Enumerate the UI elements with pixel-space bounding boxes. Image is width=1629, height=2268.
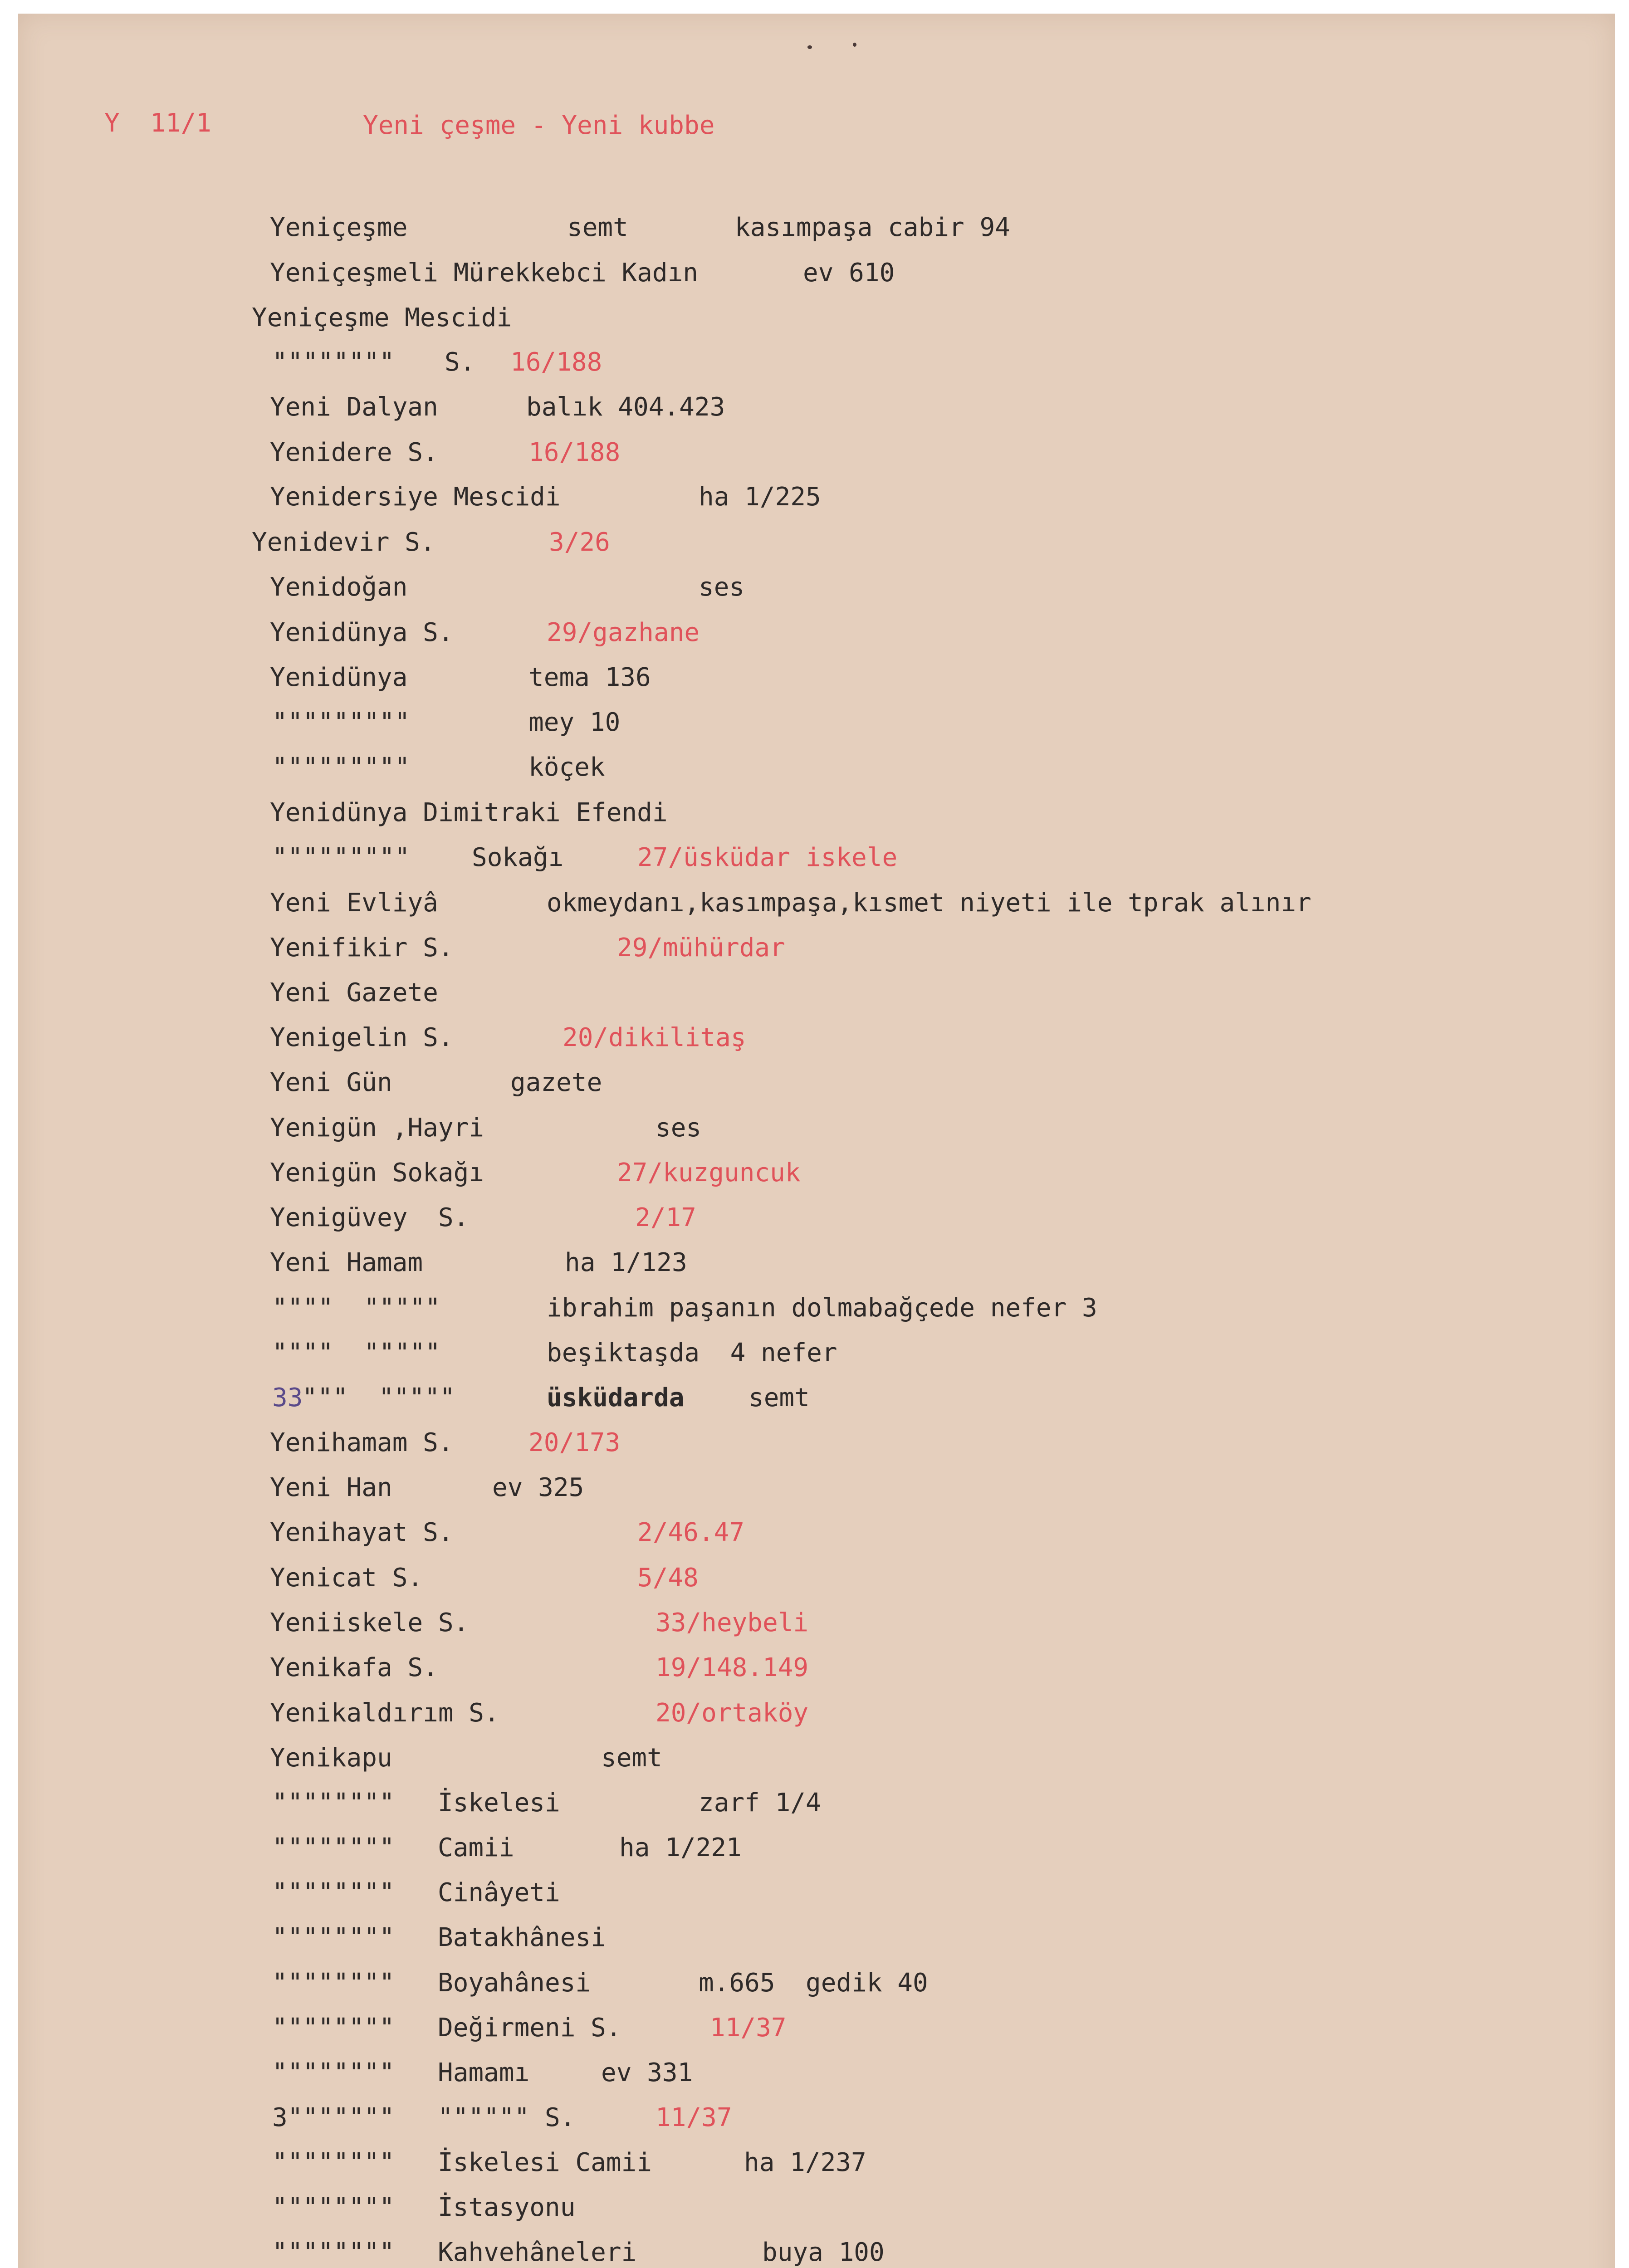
ditto-marks: """""""" <box>272 347 395 377</box>
entry-type: S. <box>445 347 475 377</box>
ditto-marks: """""""" <box>272 2058 395 2087</box>
entry-name: Yenihayat S. <box>270 1518 454 1547</box>
entry-name: Yenidere S. <box>270 438 438 467</box>
entry-subname: Hamamı <box>438 2058 530 2087</box>
ditto-marks: """""""" <box>272 2013 395 2043</box>
entry-source: ha 1/237 <box>744 2148 866 2177</box>
entry-reference: 19/148.149 <box>656 1653 809 1682</box>
entry-source: ev 610 <box>803 258 895 288</box>
entry-type: ses <box>656 1113 702 1143</box>
entry-name: Yenicat S. <box>270 1563 423 1593</box>
entry-source: ev 331 <box>601 2058 693 2087</box>
entry-name: Yenidünya S. <box>270 618 454 647</box>
entry-name: Yenikaldırım S. <box>270 1698 499 1728</box>
entry-reference: 5/48 <box>637 1563 699 1593</box>
entry-source: m.665 gedik 40 <box>699 1968 928 1998</box>
entry-subname: İskelesi <box>438 1788 560 1818</box>
entry-reference: 20/173 <box>528 1428 621 1457</box>
ditto-marks: """" """"" <box>272 1338 440 1368</box>
entry-name: Yenigün ,Hayri <box>270 1113 484 1143</box>
entry-reference: 16/188 <box>528 438 621 467</box>
entry-name: Yenikapu <box>270 1743 392 1773</box>
entry-source: gazete <box>510 1068 602 1097</box>
entry-name: Yenidoğan <box>270 572 408 602</box>
entry-reference: 11/37 <box>710 2013 787 2043</box>
entry-reference: 29/mühürdar <box>617 933 785 963</box>
card-title: Yeni çeşme - Yeni kubbe <box>363 111 715 140</box>
entry-reference: 29/gazhane <box>547 618 700 647</box>
entry-source: ev 325 <box>492 1473 584 1502</box>
entry-source: buya 100 <box>762 2238 885 2267</box>
ditto-marks: """""""" <box>272 2238 395 2267</box>
entry-type: ses <box>699 572 745 602</box>
entry-reference: 2/46.47 <box>637 1518 745 1547</box>
entry-name: Yenidünya <box>270 663 408 692</box>
entry-subname: İstasyonu <box>438 2193 576 2222</box>
ditto-marks: """"""""" <box>272 708 410 737</box>
ditto-marks: """""""" <box>272 1923 395 1952</box>
entry-name: Yenihamam S. <box>270 1428 454 1457</box>
entry-source: tema 136 <box>528 663 651 692</box>
entry-name: Yeniçeşme <box>270 213 408 242</box>
entry-type: semt <box>748 1383 810 1413</box>
ink-dot <box>853 43 856 47</box>
entry-name: Yenigün Sokağı <box>270 1158 484 1188</box>
entry-type: semt <box>567 213 628 242</box>
entry-source: ha 1/225 <box>699 482 821 512</box>
ditto-marks: """"""""" <box>272 753 410 782</box>
entry-name: Yeni Han <box>270 1473 392 1502</box>
ditto-marks: 3""""""" <box>272 2103 395 2132</box>
entry-type: semt <box>601 1743 662 1773</box>
entry-reference: 3/26 <box>549 528 610 557</box>
entry-source: ha 1/123 <box>565 1248 687 1277</box>
entry-reference: 2/17 <box>635 1203 696 1232</box>
entry-name: Yenidersiye Mescidi <box>270 482 561 512</box>
entry-note: okmeydanı,kasımpaşa,kısmet niyeti ile tprak alınır <box>547 888 1311 918</box>
entry-source: kasımpaşa cabir 94 <box>735 213 1010 242</box>
entry-reference: 27/kuzguncuk <box>617 1158 801 1188</box>
ditto-marks: """""""" <box>272 1968 395 1998</box>
entry-reference: 27/üsküdar iskele <box>637 843 898 872</box>
overtyped-text: üsküdarda <box>547 1383 685 1413</box>
entry-note: beşiktaşda 4 nefer <box>547 1338 837 1368</box>
entry-reference: 33/heybeli <box>656 1608 809 1637</box>
volume-prefix: 33 <box>272 1383 303 1413</box>
entry-source: mey 10 <box>528 708 621 737</box>
ditto-marks: """""""" <box>272 1878 395 1907</box>
entry-subname: Değirmeni S. <box>438 2013 621 2043</box>
typed-index-card <box>18 14 1615 2268</box>
entry-name: Yenidünya Dimitraki Efendi <box>270 798 668 827</box>
ditto-marks: """"""""" <box>272 843 410 872</box>
ditto-marks: """" """"" <box>272 1293 440 1323</box>
entry-type: Sokağı <box>472 843 564 872</box>
entry-name: Yenigelin S. <box>270 1023 454 1052</box>
ditto-marks: """ """"" <box>302 1383 455 1413</box>
entry-name: Yenidevir S. <box>252 528 435 557</box>
entry-source: zarf 1/4 <box>699 1788 821 1818</box>
ditto-marks: """""""" <box>272 2148 395 2177</box>
entry-subname: İskelesi Camii <box>438 2148 652 2177</box>
entry-reference: 11/37 <box>656 2103 732 2132</box>
entry-source: köçek <box>528 753 605 782</box>
entry-name: Yenifikir S. <box>270 933 454 963</box>
entry-subname: Cinâyeti <box>438 1878 560 1907</box>
entry-subname: Batakhânesi <box>438 1923 606 1952</box>
entry-name: Yeni Hamam <box>270 1248 423 1277</box>
ditto-marks: """""""" <box>272 1788 395 1818</box>
entry-name: Yeni Dalyan <box>270 392 438 422</box>
entry-name: Yeniçeşmeli Mürekkebci Kadın <box>270 258 699 288</box>
entry-reference: 20/ortaköy <box>656 1698 809 1728</box>
entry-name: Yeni Gün <box>270 1068 392 1097</box>
entry-name: Yeniiskele S. <box>270 1608 469 1637</box>
entry-subname: """""" S. <box>438 2103 576 2132</box>
ditto-marks: """""""" <box>272 1833 395 1862</box>
entry-subname: Kahvehâneleri <box>438 2238 637 2267</box>
entry-source: balık 404.423 <box>526 392 725 422</box>
entry-name: Yeni Evliyâ <box>270 888 438 918</box>
ink-dot <box>807 45 812 49</box>
entry-note: ibrahim paşanın dolmabağçede nefer 3 <box>547 1293 1097 1323</box>
entry-name: Yeni Gazete <box>270 978 438 1007</box>
entry-subname: Camii <box>438 1833 514 1862</box>
entry-name: Yeniçeşme Mescidi <box>252 303 512 332</box>
entry-name: Yenikafa S. <box>270 1653 438 1682</box>
entry-source: ha 1/221 <box>619 1833 742 1862</box>
entry-name: Yenigüvey S. <box>270 1203 469 1232</box>
entry-reference: 20/dikilitaş <box>563 1023 746 1052</box>
ditto-marks: """""""" <box>272 2193 395 2222</box>
card-reference: Y 11/1 <box>104 108 212 138</box>
entry-subname: Boyahânesi <box>438 1968 591 1998</box>
entry-reference: 16/188 <box>510 347 602 377</box>
